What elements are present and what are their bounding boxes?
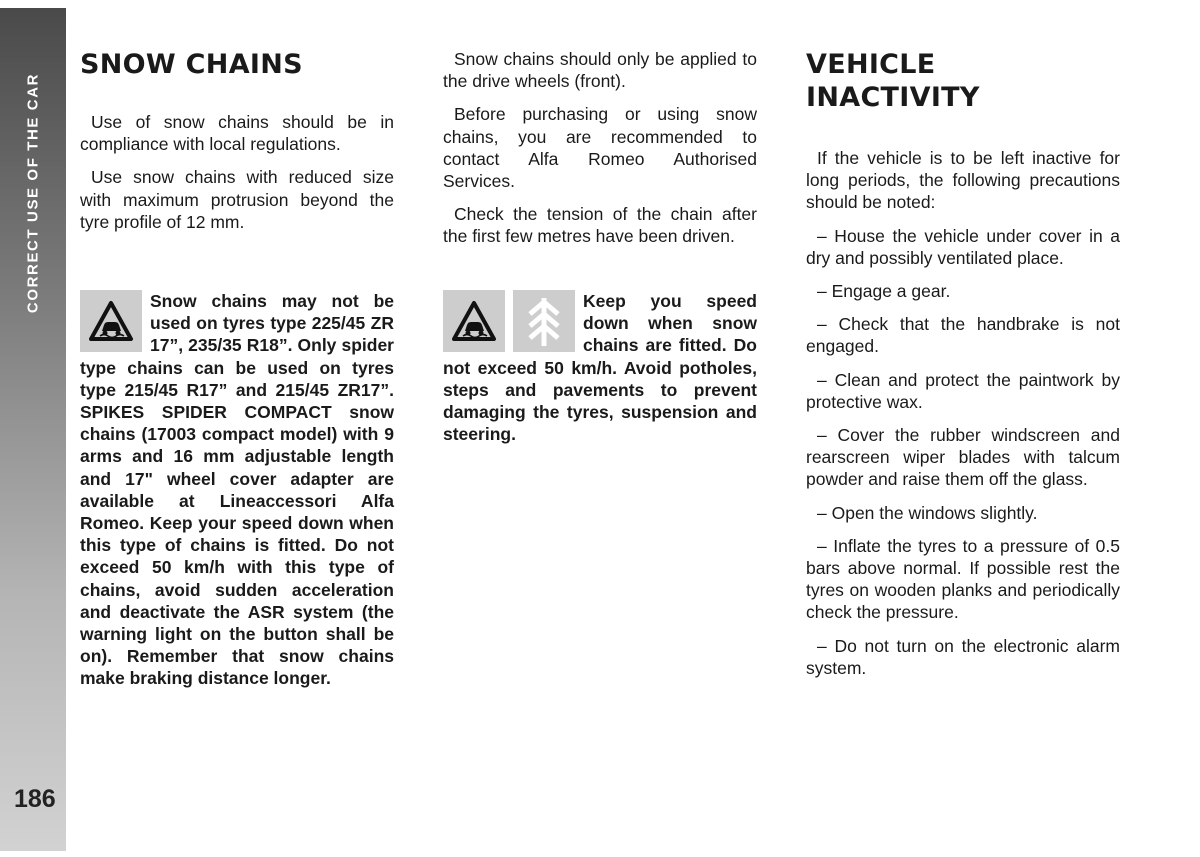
vehicle-inactivity-heading [806, 48, 1120, 114]
middle-column [443, 48, 757, 248]
paragraph: Use of snow chains should be in compliance with local regulations. [80, 112, 394, 155]
snow-chains-column [80, 48, 394, 233]
snow-chains-heading: SNOW CHAINS [80, 49, 303, 80]
warning-car-icon [443, 290, 505, 352]
heading-line: INACTIVITY [806, 82, 980, 113]
list-item: – Cover the rubber windscreen and rearscreen wiper blades with talcum powder and raise them off the glass. [806, 425, 1120, 490]
snow-chains-warning [80, 290, 394, 690]
paragraph: Use snow chains with reduced size with maximum protrusion beyond the tyre profile of 12 mm. [80, 167, 394, 232]
heading-line: VEHICLE [806, 49, 936, 80]
list-item: – Clean and protect the paintwork by protective wax. [806, 369, 1120, 412]
paragraph: Check the tension of the chain after the first few metres have been driven. [443, 204, 757, 247]
intro-paragraph: If the vehicle is to be left inactive for long periods, the following precautions should be noted: [806, 148, 1120, 213]
warning-text: Keep you speed down when snow chains are fitted. Do not exceed 50 km/h. Avoid potholes, steps and pavements to prevent damaging the tyres, suspension and steering. [443, 291, 757, 445]
warning-car-icon [80, 290, 142, 352]
list-item: – House the vehicle under cover in a dry and possibly ventilated place. [806, 225, 1120, 268]
list-item: – Inflate the tyres to a pressure of 0.5 bars above normal. If possible rest the tyres on wooden planks and periodically check the pressure. [806, 535, 1120, 623]
page-number: 186 [14, 785, 56, 813]
paragraph: Snow chains should only be applied to the drive wheels (front). [443, 49, 757, 92]
list-item: – Open the windows slightly. [817, 502, 1038, 523]
speed-warning [443, 290, 757, 445]
list-item: – Engage a gear. [817, 281, 951, 302]
list-item: – Check that the handbrake is not engaged. [806, 314, 1120, 357]
side-tab [0, 8, 66, 851]
paragraph: Before purchasing or using snow chains, you are recommended to contact Alfa Romeo Authorised Services. [443, 104, 757, 192]
snowflake-icon [513, 290, 575, 352]
vehicle-inactivity-column [806, 48, 1120, 679]
warning-text: Snow chains may not be used on tyres type 225/45 ZR 17”, 235/35 R18”. Only spider type chains can be used on tyres type 215/45 R17” and 215/45 ZR17”. SPIKES SPIDER COMPACT snow chains (17003 compact model) with 9 arms and 16 mm adjustable length and 17" wheel cover adapter are available at Lineaccessori Alfa Romeo. Keep your speed down when this type of chains is fitted. Do not exceed 50 km/h with this type of chains, avoid sudden acceleration and deactivate the ASR system (the warning light on the button shall be on). Remember that snow chains make braking distance longer. [80, 291, 394, 689]
section-title: CORRECT USE OF THE CAR [24, 72, 42, 314]
list-item: – Do not turn on the electronic alarm system. [806, 635, 1120, 678]
